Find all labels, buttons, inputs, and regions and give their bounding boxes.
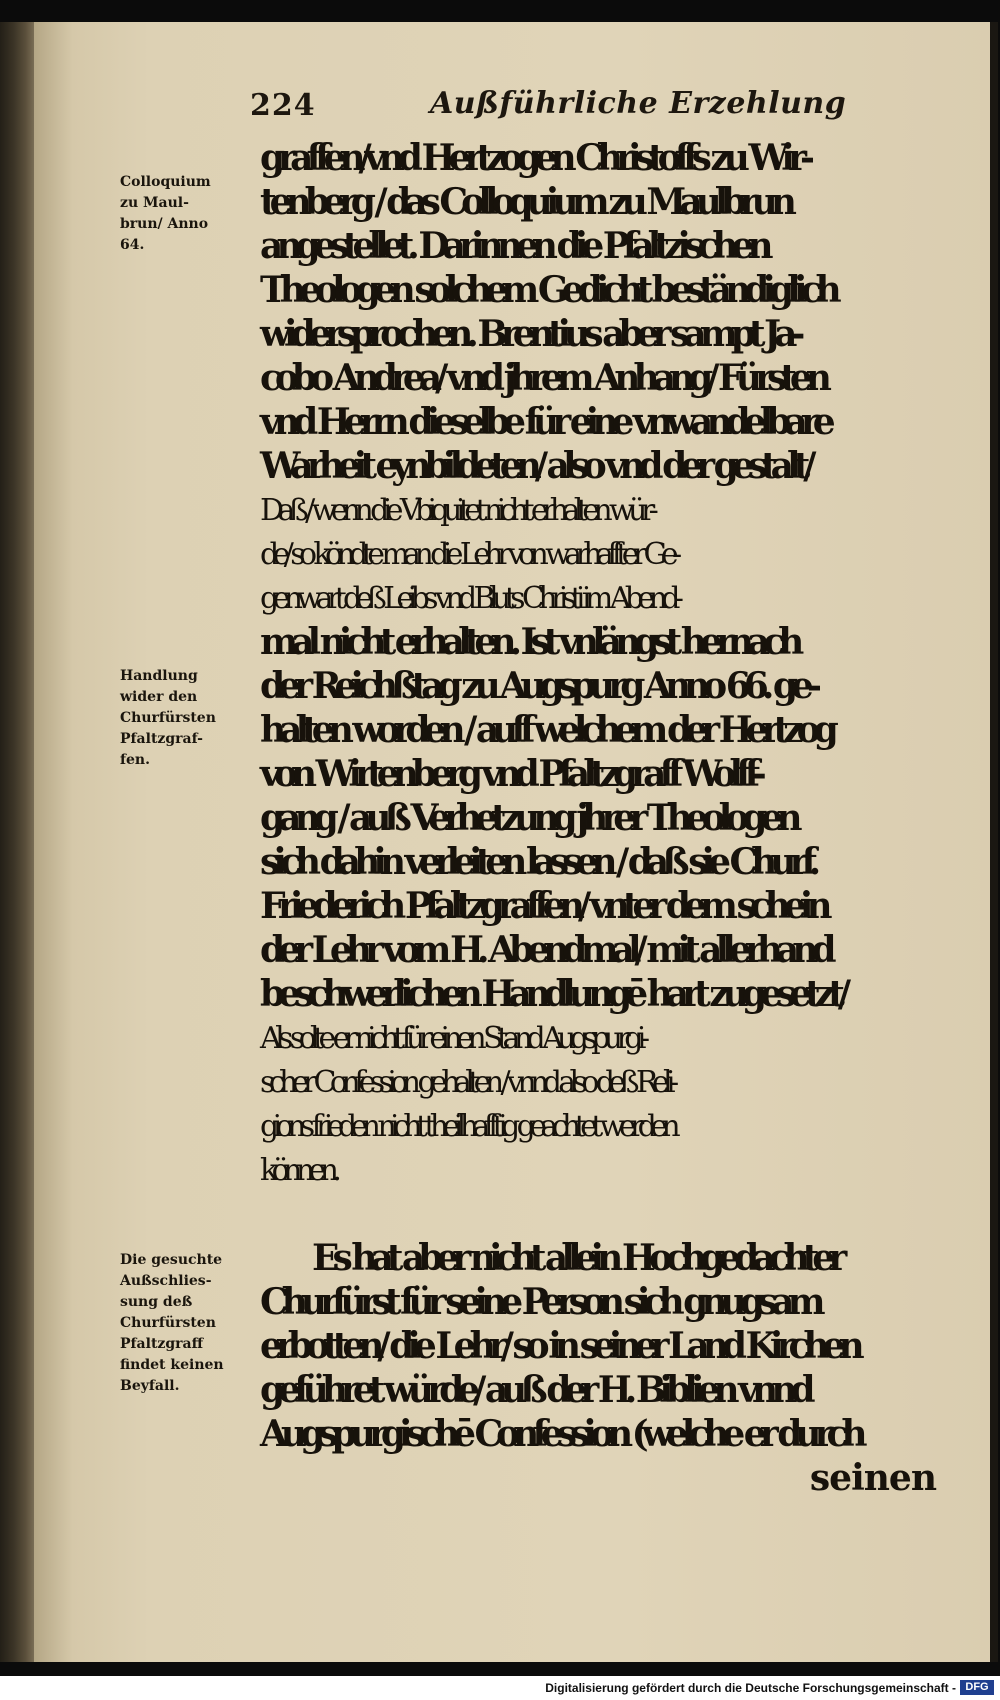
text-line: cobo Andrea/ vnd jhrem Anhang/ Fürsten [260, 357, 825, 399]
text-line: der Reichßtag zu Augspurg Anno 66. ge- [260, 665, 815, 707]
margin-note-line: fen. [120, 752, 150, 768]
text-line: von Wirtenberg vnd Pfaltzgraff Wolff- [260, 753, 760, 795]
text-line: angestellet. Darinnen die Pfaltzischen [260, 225, 767, 267]
text-line: können. [260, 1153, 336, 1188]
margin-note-line: Colloquium [120, 174, 211, 190]
text-line: mal nicht erhalten. Ist vnlängst hernach [260, 621, 798, 663]
digitization-footer [0, 1676, 1000, 1700]
page-edge [990, 22, 998, 1662]
text-line: graffen/vnd Hertzogen Christoffs zu Wir- [260, 137, 808, 179]
text-line: Daß / wenn die Vbiquitet nicht erhalten wür- [260, 493, 653, 528]
margin-note-line: Churfürsten [120, 710, 216, 726]
text-line: gions frieden nicht theilhafftig geachtet werden [260, 1109, 675, 1144]
margin-note [120, 666, 260, 771]
margin-note-line: Die gesuchte [120, 1252, 223, 1268]
dfg-logo: DFG [960, 1680, 994, 1695]
text-line: scher Confession gehalten / vnnd also deß Reli- [260, 1065, 673, 1100]
margin-note [120, 1250, 260, 1397]
margin-note-line: sung deß [120, 1294, 193, 1310]
margin-note-line: brun/ Anno [120, 216, 209, 232]
text-line: de/ so köndte man die Lehr von warhaffter Ge- [260, 537, 676, 572]
funding-credit: Digitalisierung gefördert durch die Deutsche Forschungsgemeinschaft - [545, 1681, 956, 1695]
text-line: halten worden / auff welchem der Hertzog [260, 709, 832, 751]
margin-note [120, 172, 260, 256]
text-line: genwart deß Leibs vnd Bluts Christi im Abend- [260, 581, 678, 616]
margin-note-line: wider den [120, 689, 198, 705]
text-line: Theologen solchem Gedicht beständiglich [260, 269, 835, 311]
text-line: beschwerlichen Handlungē hart zugesetzt/ [260, 973, 845, 1015]
page-number: 224 [250, 88, 316, 123]
margin-note-line: 64. [120, 237, 145, 253]
text-line: gang / auß Verhetzung jhrer Theologen [260, 797, 796, 839]
text-line: Als solte er nicht für einen Stand Augspurgi- [260, 1021, 644, 1056]
text-line: geführet würde/ auß der H. Biblien vnnd [260, 1369, 809, 1411]
margin-note-line: findet keinen [120, 1357, 224, 1373]
text-line: Augspurgischē Confession (welche er durch [260, 1413, 861, 1455]
margin-note-line: Außschlies- [120, 1273, 212, 1289]
margin-note-line: Handlung [120, 668, 198, 684]
text-line: Friederich Pfaltzgraffen/ vnter dem schein [260, 885, 826, 927]
text-line: erbotten/ die Lehr/ so in seiner Land Kirchen [260, 1325, 858, 1367]
margin-note-line: Beyfall. [120, 1378, 180, 1394]
text-line: der Lehr vom H. Abendmal/ mit allerhand [260, 929, 830, 971]
margin-note-line: Churfürsten [120, 1315, 216, 1331]
text-line: tenberg / das Colloquium zu Maulbrun [260, 181, 790, 223]
page-header [250, 62, 850, 122]
text-line: Es hat aber nicht allein Hochgedachter [312, 1237, 841, 1279]
running-title: Außführliche Erzehlung [430, 86, 847, 121]
text-line: vnd Herrn dieselbe für eine vnwandelbare [260, 401, 829, 443]
text-line: sich dahin verleiten lassen / daß sie Churf. [260, 841, 815, 883]
margin-note-line: Pfaltzgraf- [120, 731, 203, 747]
margin-note-line: Pfaltzgraff [120, 1336, 204, 1352]
text-line: Churfürst für seine Person sich gnugsam [260, 1281, 819, 1323]
text-line: widersprochen. Brentius aber sampt Ja- [260, 313, 799, 355]
book-spine [0, 22, 34, 1662]
margin-note-line: zu Maul- [120, 195, 189, 211]
catchword: seinen [809, 1457, 936, 1499]
text-line: Warheit eynbildeten/ also vnd der gestalt/ [260, 445, 810, 487]
